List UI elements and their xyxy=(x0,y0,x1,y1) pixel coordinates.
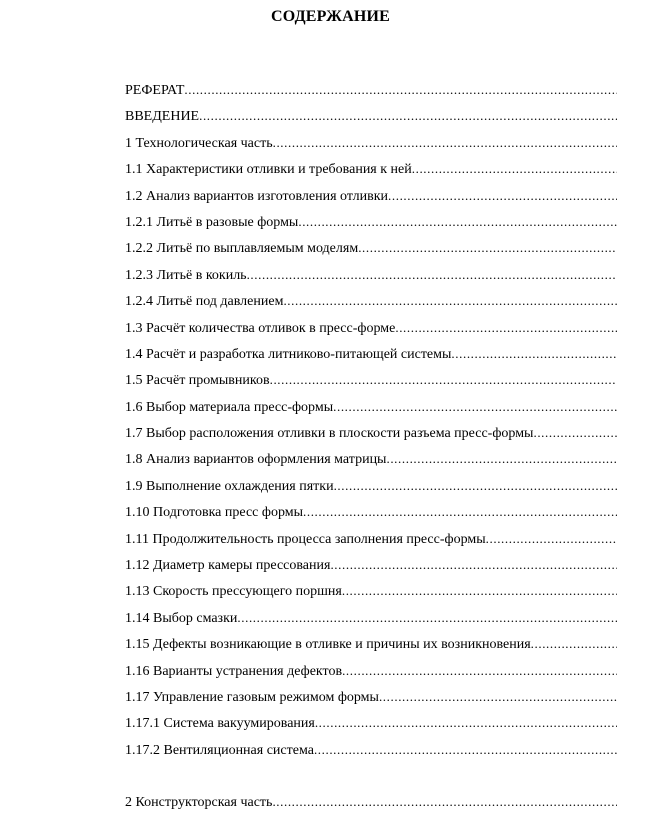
dot-leader xyxy=(273,130,617,156)
toc-entry-text: 1.17 Управление газовым режимом формы xyxy=(125,689,379,705)
toc-entry-text: РЕФЕРАТ xyxy=(125,83,185,98)
toc-entry[interactable] xyxy=(125,578,617,604)
toc-entry[interactable] xyxy=(125,77,617,103)
dot-leader xyxy=(486,526,617,552)
toc-entry-text: 1.7 Выбор расположения отливки в плоскости разъема пресс-формы xyxy=(125,426,534,442)
toc-entry[interactable] xyxy=(125,103,617,129)
dot-leader xyxy=(315,710,617,736)
toc-entry-text: 1.2.1 Литьё в разовые формы xyxy=(125,214,299,230)
toc-entry[interactable] xyxy=(125,367,617,393)
toc-entry[interactable] xyxy=(125,473,617,499)
dot-leader xyxy=(237,605,617,631)
page-title: СОДЕРЖАНИЕ xyxy=(270,8,391,25)
toc-entry-text: 1.13 Скорость прессующего поршня xyxy=(125,584,342,600)
dot-leader xyxy=(283,288,617,314)
toc-entry[interactable] xyxy=(125,420,617,446)
toc-entry-text: 1.15 Дефекты возникающие в отливке и причины их возникновения xyxy=(125,637,531,653)
toc-entry-text: 1.2 Анализ вариантов изготовления отливки xyxy=(125,188,389,204)
toc-entry-text: 1.2.4 Литьё под давлением xyxy=(125,294,284,310)
dot-leader xyxy=(303,499,617,525)
dot-leader xyxy=(358,235,617,261)
dot-leader xyxy=(184,77,617,103)
toc-entry-text: 2 Конструкторская часть xyxy=(125,795,273,811)
toc-entry[interactable] xyxy=(125,789,617,815)
dot-leader xyxy=(379,684,617,710)
toc-entry[interactable] xyxy=(125,235,617,261)
dot-leader xyxy=(342,578,617,604)
toc-entry[interactable] xyxy=(125,262,617,288)
toc-entry-text: 1.8 Анализ вариантов оформления матрицы xyxy=(125,452,387,468)
toc-entry[interactable] xyxy=(125,446,617,472)
dot-leader xyxy=(272,789,617,815)
toc-entry-text: 1.5 Расчёт промывников xyxy=(125,373,270,389)
dot-leader xyxy=(342,658,617,684)
dot-leader xyxy=(386,446,617,472)
toc-entry-text: 1.4 Расчёт и разработка литниково-питающей системы xyxy=(125,346,452,362)
toc-entry[interactable] xyxy=(125,499,617,525)
dot-leader xyxy=(333,394,617,420)
toc-entry[interactable] xyxy=(125,631,617,657)
toc-entry[interactable] xyxy=(125,526,617,552)
toc-entry[interactable] xyxy=(125,710,617,736)
dot-leader xyxy=(270,367,617,393)
dot-leader xyxy=(533,420,617,446)
dot-leader xyxy=(199,103,617,129)
toc-entry-text: 1.17.1 Система вакуумирования xyxy=(125,716,315,732)
table-of-contents xyxy=(125,77,617,816)
dot-leader xyxy=(412,156,617,182)
toc-entry-text: 1.2.3 Литьё в кокиль xyxy=(125,267,247,283)
dot-leader xyxy=(451,341,617,367)
toc-entry-text: 1.2.2 Литьё по выплавляемым моделям xyxy=(125,241,359,257)
toc-entry[interactable] xyxy=(125,156,617,182)
toc-entry[interactable] xyxy=(125,658,617,684)
toc-entry[interactable] xyxy=(125,183,617,209)
toc-entry-text: 1.16 Варианты устранения дефектов xyxy=(125,663,343,679)
dot-leader xyxy=(298,209,617,235)
toc-entry[interactable] xyxy=(125,737,617,763)
dot-leader xyxy=(395,315,617,341)
dot-leader xyxy=(330,552,617,578)
dot-leader xyxy=(314,737,617,763)
toc-entry[interactable] xyxy=(125,209,617,235)
toc-entry-text: ВВЕДЕНИЕ xyxy=(125,109,200,125)
toc-entry-text: 1 Технологическая часть xyxy=(125,135,273,151)
dot-leader xyxy=(334,473,617,499)
toc-entry[interactable] xyxy=(125,552,617,578)
toc-entry[interactable] xyxy=(125,605,617,631)
toc-entry-text: 1.1 Характеристики отливки и требования к ней xyxy=(125,162,412,178)
toc-entry-text: 1.12 Диаметр камеры прессования xyxy=(125,558,331,574)
toc-entry-text: 1.17.2 Вентиляционная система xyxy=(125,742,314,758)
dot-leader xyxy=(388,183,617,209)
toc-entry[interactable] xyxy=(125,288,617,314)
toc-entry[interactable] xyxy=(125,315,617,341)
toc-entry[interactable] xyxy=(125,394,617,420)
toc-entry-text: 1.9 Выполнение охлаждения пятки xyxy=(125,478,334,494)
toc-entry-text: 1.6 Выбор материала пресс-формы xyxy=(125,399,334,415)
toc-entry[interactable] xyxy=(125,341,617,367)
toc-entry-text: 1.11 Продолжительность процесса заполнения пресс-формы xyxy=(125,531,486,547)
toc-entry-text: 1.3 Расчёт количества отливок в пресс-форме xyxy=(125,320,396,336)
dot-leader xyxy=(247,262,617,288)
dot-leader xyxy=(531,631,617,657)
toc-entry-text: 1.10 Подготовка пресс формы xyxy=(125,505,303,521)
toc-entry[interactable] xyxy=(125,684,617,710)
toc-entry-text: 1.14 Выбор смазки xyxy=(125,610,238,626)
toc-entry[interactable] xyxy=(125,130,617,156)
